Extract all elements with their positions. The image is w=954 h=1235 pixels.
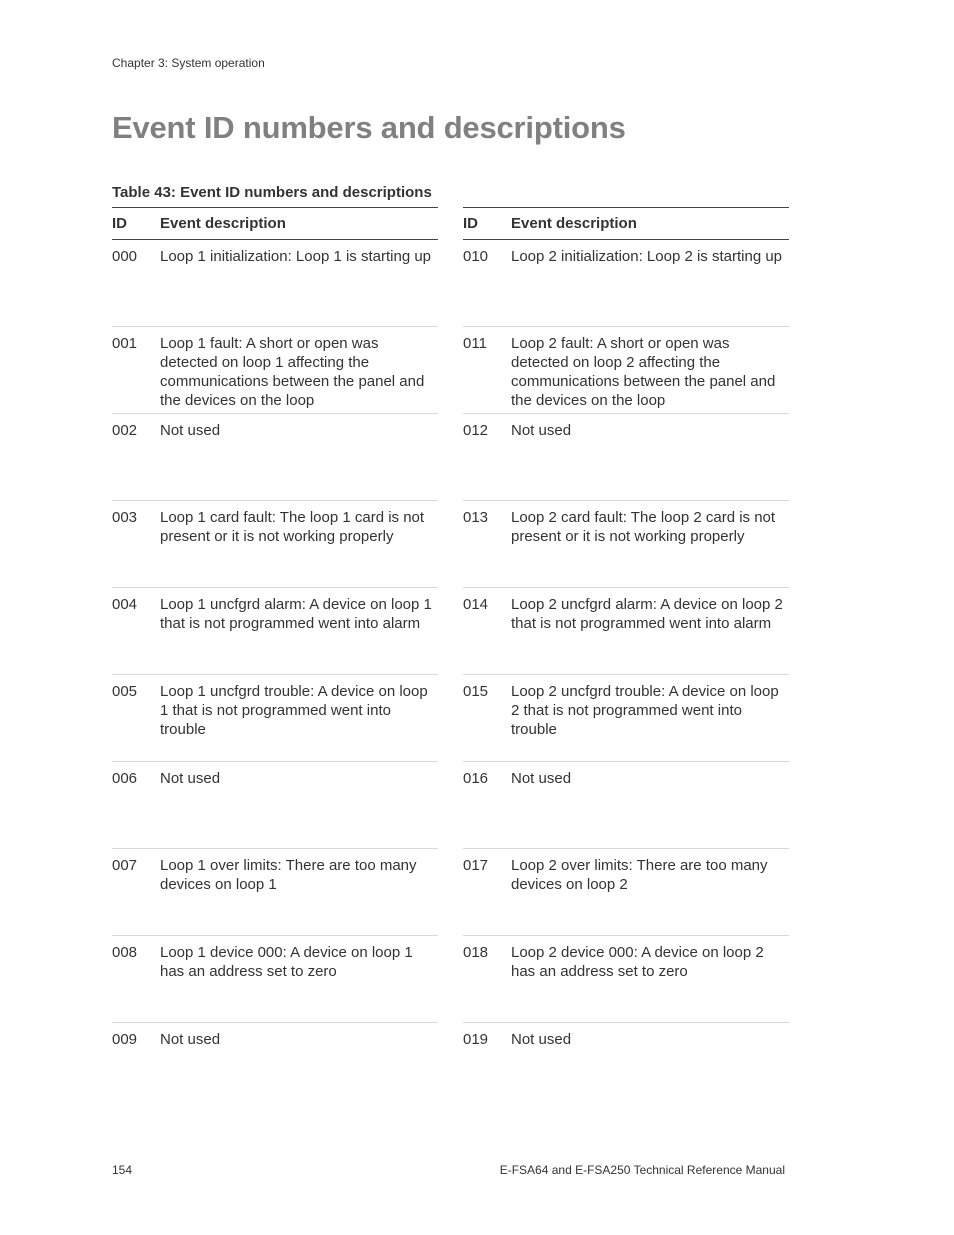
event-id: 000 [112, 248, 138, 265]
event-id: 001 [112, 335, 138, 352]
event-table-left [112, 207, 438, 1072]
event-description: Not used [511, 1031, 572, 1048]
event-id: 016 [463, 770, 489, 787]
event-id: 019 [463, 1031, 489, 1048]
table-row [463, 936, 789, 1023]
event-description: Loop 2 uncfgrd trouble: A device on loop 2 that is not programmed went into trouble [511, 683, 779, 738]
event-id: 018 [463, 944, 489, 961]
event-description: Loop 2 fault: A short or open was detected on loop 2 affecting the communications between the panel and the devices on the loop [511, 335, 776, 409]
event-description: Loop 2 card fault: The loop 2 card is not present or it is not working properly [511, 509, 776, 545]
table-row [463, 588, 789, 675]
event-description: Loop 1 over limits: There are too many devices on loop 1 [160, 857, 417, 893]
table-row [112, 675, 438, 762]
table-header [463, 208, 789, 240]
manual-title: E-FSA64 and E-FSA250 Technical Reference Manual [499, 1163, 785, 1177]
table-row [112, 1023, 438, 1072]
event-description: Loop 1 uncfgrd alarm: A device on loop 1 that is not programmed went into alarm [160, 596, 432, 632]
column-header-description: Event description [511, 215, 637, 232]
event-description: Loop 2 over limits: There are too many devices on loop 2 [511, 857, 768, 893]
event-id: 006 [112, 770, 138, 787]
event-id: 012 [463, 422, 489, 439]
event-description: Loop 2 uncfgrd alarm: A device on loop 2 that is not programmed went into alarm [511, 596, 783, 632]
event-id: 010 [463, 248, 489, 265]
event-description: Loop 1 device 000: A device on loop 1 has an address set to zero [160, 944, 413, 980]
event-description: Loop 2 device 000: A device on loop 2 has an address set to zero [511, 944, 764, 980]
table-caption: Table 43: Event ID numbers and descriptions [112, 184, 432, 201]
event-id: 004 [112, 596, 138, 613]
table-row [463, 675, 789, 762]
table-row [112, 588, 438, 675]
table-row [463, 762, 789, 849]
event-id: 002 [112, 422, 138, 439]
column-header-description: Event description [160, 215, 286, 232]
event-id: 017 [463, 857, 489, 874]
event-description: Not used [511, 422, 572, 439]
event-description: Loop 1 uncfgrd trouble: A device on loop 1 that is not programmed went into trouble [160, 683, 428, 738]
event-id: 014 [463, 596, 489, 613]
table-row [112, 327, 438, 414]
table-row [112, 762, 438, 849]
event-id: 003 [112, 509, 138, 526]
event-id: 009 [112, 1031, 138, 1048]
chapter-header: Chapter 3: System operation [112, 56, 265, 70]
event-description: Loop 1 card fault: The loop 1 card is not present or it is not working properly [160, 509, 425, 545]
event-id: 005 [112, 683, 138, 700]
table-row [463, 240, 789, 327]
event-table-right [463, 207, 789, 1072]
event-description: Loop 1 fault: A short or open was detected on loop 1 affecting the communications between the panel and the devices on the loop [160, 335, 425, 409]
event-id: 011 [463, 335, 487, 352]
table-row [463, 1023, 789, 1072]
table-row [112, 414, 438, 501]
event-id: 015 [463, 683, 489, 700]
table-row [463, 414, 789, 501]
event-description: Not used [160, 1031, 221, 1048]
page-number: 154 [112, 1163, 133, 1177]
event-description: Loop 1 initialization: Loop 1 is starting up [160, 248, 432, 265]
column-header-id: ID [112, 215, 127, 232]
page-title: Event ID numbers and descriptions [112, 110, 626, 145]
column-header-id: ID [463, 215, 478, 232]
table-header [112, 208, 438, 240]
table-row [112, 936, 438, 1023]
event-id: 008 [112, 944, 138, 961]
event-id: 007 [112, 857, 138, 874]
table-row [112, 501, 438, 588]
table-row [463, 327, 789, 414]
event-description: Not used [160, 422, 221, 439]
event-description: Not used [160, 770, 221, 787]
event-id: 013 [463, 509, 489, 526]
table-row [463, 501, 789, 588]
table-row [463, 849, 789, 936]
event-description: Loop 2 initialization: Loop 2 is starting up [511, 248, 783, 265]
event-description: Not used [511, 770, 572, 787]
table-row [112, 849, 438, 936]
table-row [112, 240, 438, 327]
